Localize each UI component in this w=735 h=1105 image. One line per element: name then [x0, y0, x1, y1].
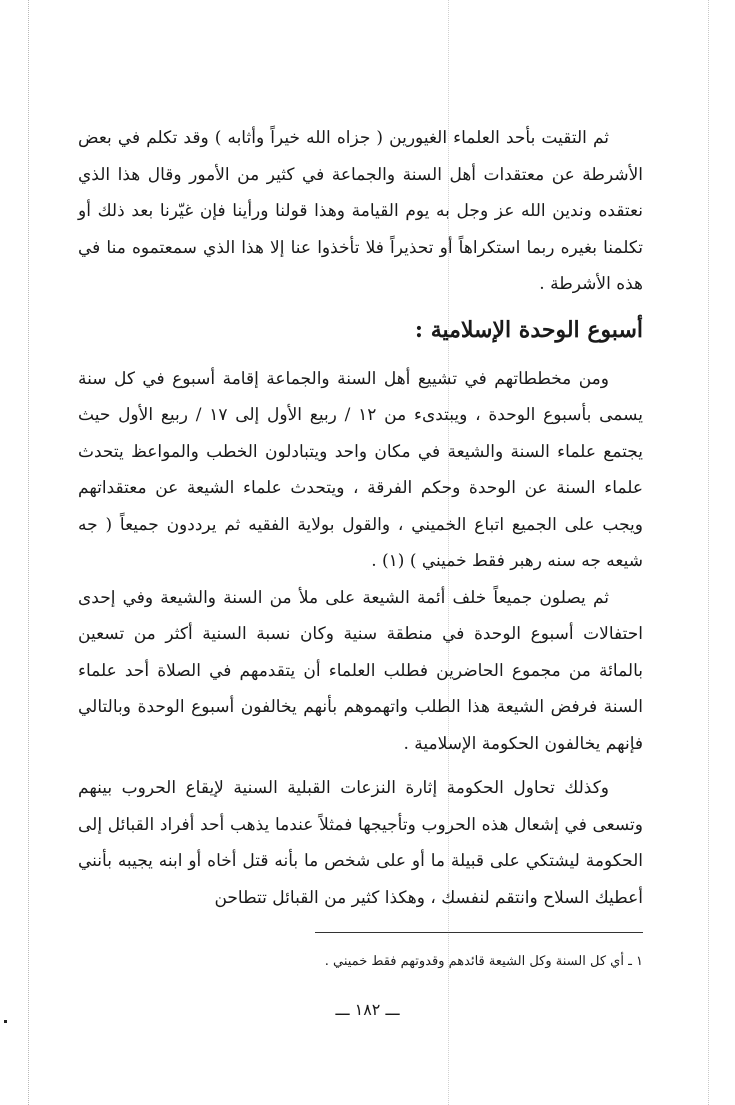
page-body [78, 120, 643, 916]
intro-paragraph: ثم التقيت بأحد العلماء الغيورين ( جزاه الله خيراً وأثابه ) وقد تكلم في بعض الأشرطة عن معتقدات أهل السنة والجماعة في كثير من الأمور وقال هذا الذي نعتقده وندين الله عز وجل به يوم القيامة وهذا قولنا ورأينا فإن غيّرنا بعد ذلك أو تكلمنا بغيره ربما استكراهاً أو تحذيراً فلا تأخذوا عنا إلا هذا الذي سمعتموه منا في هذه الأشرطة . [78, 128, 643, 294]
paragraph-gap [78, 762, 643, 770]
footnote-rule [315, 932, 643, 933]
footnote: ١ ـ أي كل السنة وكل الشيعة قائدهم وقدوتهم فقط خميني . [324, 954, 643, 969]
scan-margin-line-right [708, 0, 709, 1105]
section-paragraph-2: ثم يصلون جميعاً خلف أئمة الشيعة على ملأ من السنة والشيعة وفي إحدى احتفالات أسبوع الوحدة في منطقة سنية وكان نسبة السنية أكثر من تسعين بالمائة من مجموع الحاضرين فطلب العلماء أن يتقدمهم في الصلاة أحد علماء السنة فرفض الشيعة هذا الطلب واتهموهم بأنهم يخالفون أسبوع الوحدة وبالتالي فإنهم يخالفون الحكومة الإسلامية . [78, 587, 643, 754]
section-paragraph-3: وكذلك تحاول الحكومة إثارة النزعات القبلية السنية لإيقاع الحروب بينهم وتسعى في إشعال هذه الحروب وتأجيجها فمثلاً عندما يذهب أحد أفراد القبائل إلى الحكومة ليشتكي على قبيلة ما أو على شخص ما بأنه قتل أخاه أو ابنه يجيبه بأنني أعطيك السلاح وانتقم لنفسك ، وهكذا كثير من القبائل تتطاحن [78, 778, 643, 908]
scan-speck [4, 1020, 7, 1023]
scan-margin-line-left [28, 0, 29, 1105]
page-number: ـــ ١٨٢ ـــ [335, 1000, 400, 1019]
section-heading: أسبوع الوحدة الإسلامية : [414, 316, 643, 343]
section-paragraph-1: ومن مخططاتهم في تشييع أهل السنة والجماعة إقامة أسبوع في كل سنة يسمى بأسبوع الوحدة ، ويبتدىء من ١٢ / ربيع الأول إلى ١٧ / ربيع الأول حيث يجتمع علماء السنة والشيعة في مكان واحد ويتبادلون الخطب والمواعظ يتحدث علماء السنة عن الوحدة وحكم الفرقة ، ويتحدث علماء الشيعة عن معتقداتهم ويجب على الجميع اتباع الخميني ، والقول بولاية الفقيه ثم يرددون جميعاً ( جه شيعه جه سنه رهبر فقط خميني ) (١) . [78, 368, 644, 571]
